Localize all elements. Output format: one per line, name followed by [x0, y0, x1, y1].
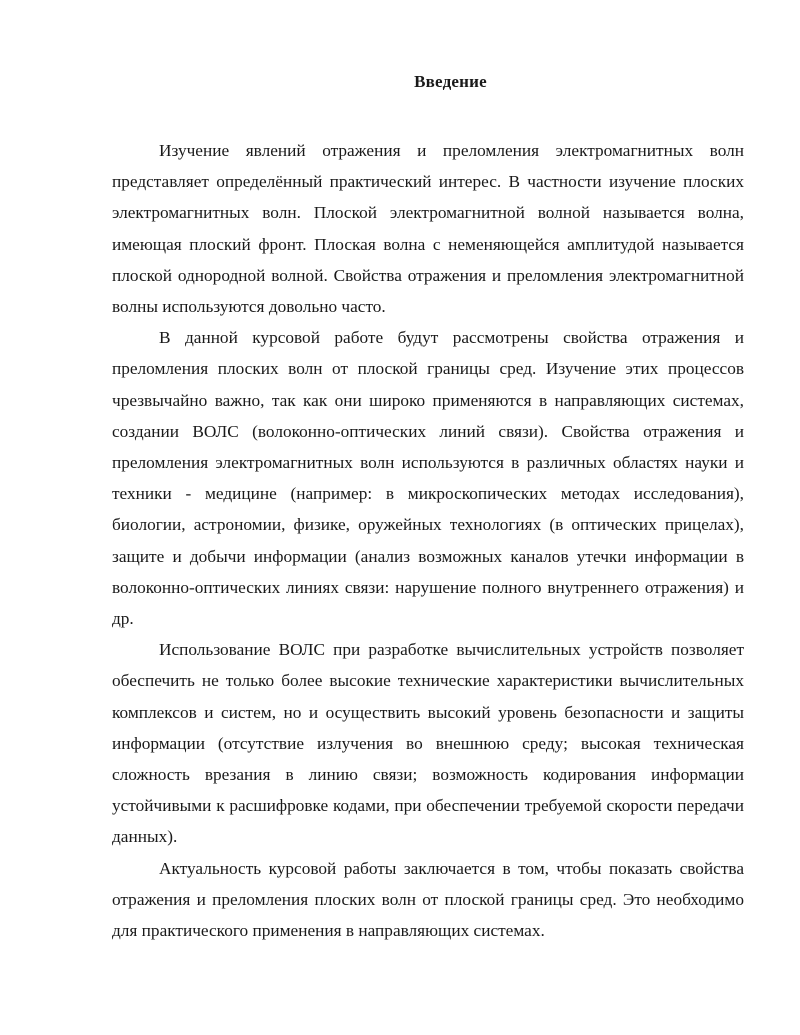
paragraph-4: Актуальность курсовой работы заключается в том, чтобы показать свойства отражения и преломления плоских волн от плоской границы сред. Это необходимо для практического применения в направляющих системах. — [112, 858, 744, 941]
paragraph-1: Изучение явлений отражения и преломления электромагнитных волн представляет определённый практический интерес. В частности изучение плоских электромагнитных волн. Плоской электромагнитной волной называется волна, имеющая плоский фронт. Плоская волна с неменяющейся амплитудой называется плоской однородной волной. Свойства отражения и преломления электромагнитной волны используются довольно часто. — [112, 141, 744, 317]
section-title: Введение — [414, 72, 487, 91]
paragraph-2: В данной курсовой работе будут рассмотрены свойства отражения и преломления плоских волн от плоской границы сред. Изучение этих процессов чрезвычайно важно, так как они широко применяются в направляющих системах, создании ВОЛС (волоконно-оптических линий связи). Свойства отражения и преломления электромагнитных волн используются в различных областях науки и техники - медицине (например: в микроскопических методах исследования), биологии, астрономии, физике, оружейных технологиях (в оптических прицелах), защите и добычи информации (анализ возможных каналов утечки информации в волоконно-оптических линиях связи: нарушение полного внутреннего отражения) и др. — [112, 328, 744, 629]
paragraph-3: Использование ВОЛС при разработке вычислительных устройств позволяет обеспечить не только более высокие технические характеристики вычислительных комплексов и систем, но и осуществить высокий уровень безопасности и защиты информации (отсутствие излучения во внешнюю среду; высокая техническая сложность врезания в линию связи; возможность кодирования информации устойчивыми к расшифровке кодами, при обеспечении требуемой скорости передачи данных). — [112, 640, 744, 847]
document-page — [112, 72, 744, 946]
